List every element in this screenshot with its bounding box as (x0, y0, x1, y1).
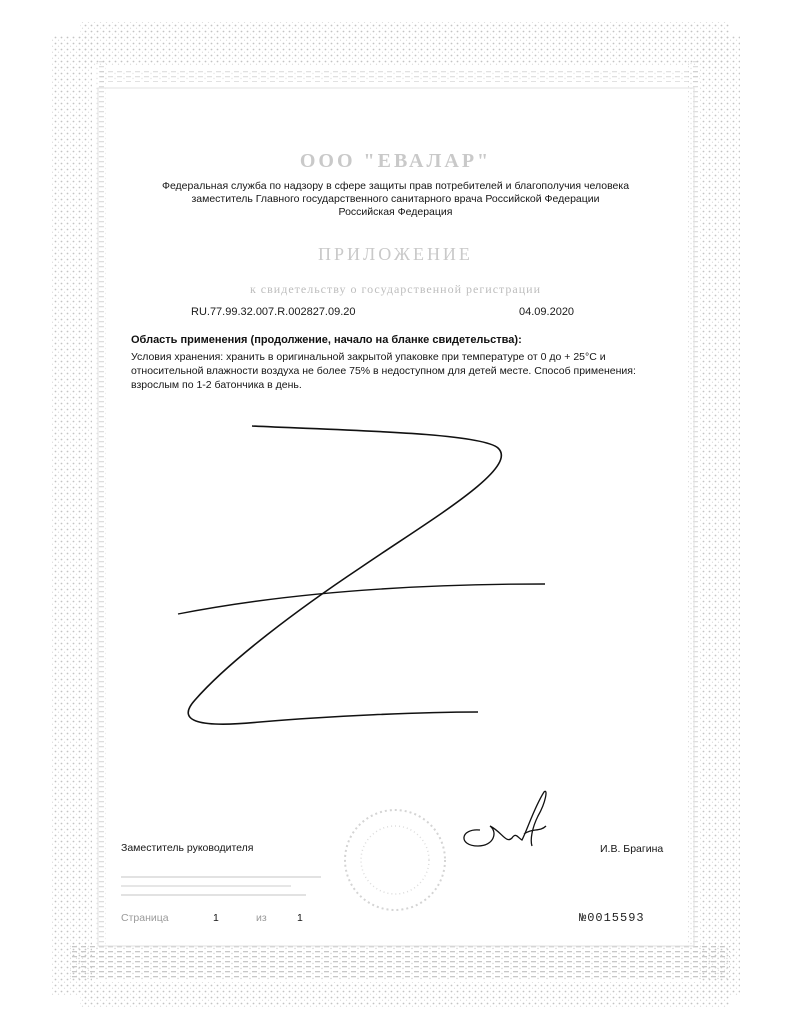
page-total: 1 (297, 912, 303, 924)
registration-date: 04.09.2020 (519, 306, 575, 318)
handwritten-signature (450, 788, 560, 858)
page-of-label: из (256, 912, 267, 924)
page-number: 1 (213, 912, 219, 924)
form-number: №0015593 (579, 911, 645, 925)
page-label: Страница (121, 912, 169, 924)
registration-number: RU.77.99.32.007.R.002827.09.20 (191, 306, 356, 318)
signatory-name: И.В. Брагина (600, 843, 664, 855)
stamp-seal (335, 805, 455, 915)
scope-heading: Область применения (продолжение, начало на бланке свидетельства): (131, 334, 522, 346)
agency-line-3: Российская Федерация (338, 206, 453, 218)
agency-line-1: Федеральная служба по надзору в сфере защиты прав потребителей и благополучия человека (161, 180, 630, 192)
scope-body: Условия хранения: хранить в оригинальной закрытой упаковке при температуре от 0 до + 25°С и относительной влажности воздуха не более 75% в недоступном для детей месте. Способ применения: взрослым по 1-2 батончика в день. (131, 351, 636, 391)
signatory-title: Заместитель руководителя (121, 842, 254, 854)
faint-caption: к свидетельству о государственной регистрации (249, 282, 542, 296)
faint-subtitle: ПРИЛОЖЕНИЕ (318, 244, 473, 264)
faint-printer-info (121, 870, 321, 906)
agency-line-2: заместитель Главного государственного санитарного врача Российской Федерации (191, 193, 600, 205)
faint-header-title: ООО "ЕВАЛАР" (299, 150, 492, 172)
